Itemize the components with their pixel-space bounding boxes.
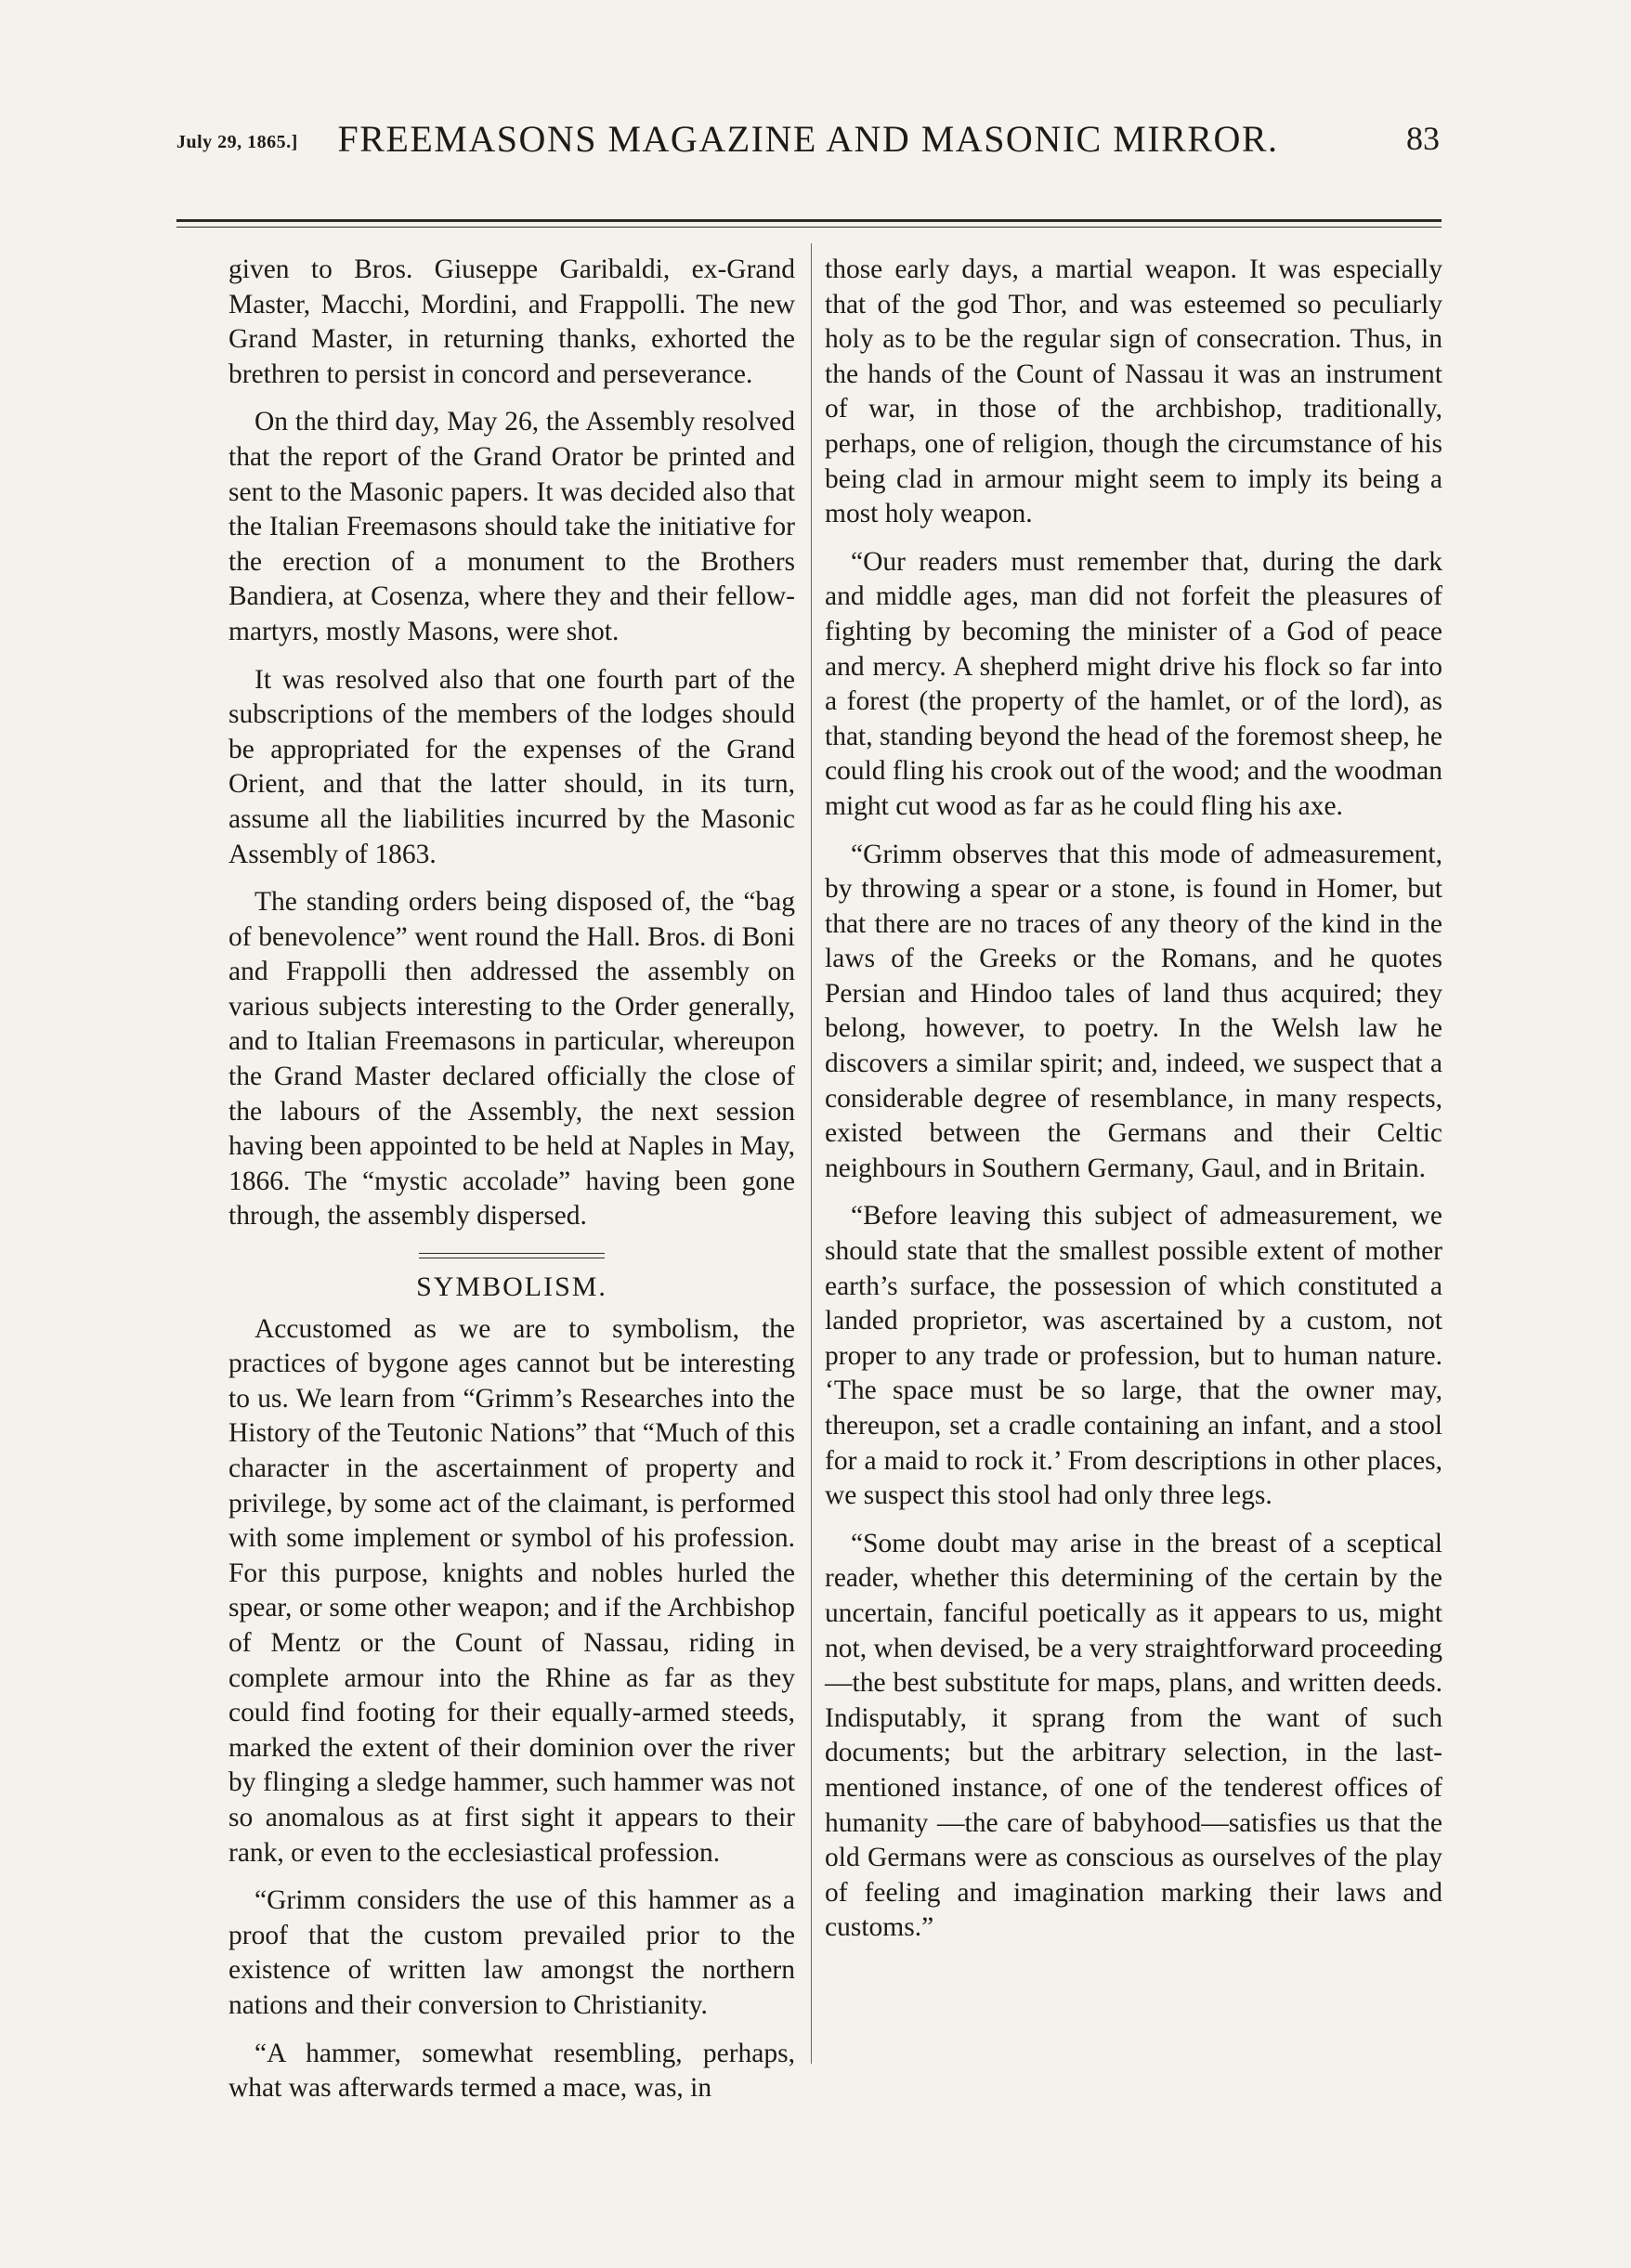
section-title: SYMBOLISM. [416, 1271, 607, 1303]
paragraph: “A hammer, somewhat resembling, perhaps, what was afterwards termed a mace, was, in [228, 2038, 795, 2104]
paragraph: On the third day, May 26, the Assembly resolved that the report of the Grand Orator be printed and sent to the Masonic papers. It was decided also that the Italian Freemasons should take the initiative for the erection of a monument to the Brothers Bandiera, at Cosenza, where they and their fellow-martyrs, mostly Masons, were shot. [228, 407, 795, 646]
paragraph: “Grimm observes that this mode of admeasurement, by throwing a spear or a stone, is found in Homer, but that there are no traces of any theory of the kind in the laws of the Greeks or the Romans, and he quotes Persian and Hindoo tales of land thus acquired; they belong, however, to poetry. In the Welsh law he discovers a similar spirit; and, indeed, we suspect that a considerable degree of resemblance, in many respects, existed between the Germans and their Celtic neighbours in Southern Germany, Gaul, and in Britain. [825, 839, 1442, 1183]
paragraph: “Grimm considers the use of this hammer as a proof that the custom prevailed prior to the existence of written law amongst the northern nations and their conversion to Christianity. [228, 1885, 795, 2020]
page-number: 83 [1406, 120, 1440, 157]
paragraph: It was resolved also that one fourth part of the subscriptions of the members of the lodges should be appropriated for the expenses of the Grand Orient, and that the latter should, in its turn, assume all the liabilities incurred by the Masonic Assembly of 1863. [228, 664, 795, 869]
issue-date: July 29, 1865.] [176, 132, 298, 152]
right-column [825, 253, 1442, 1959]
paragraph: those early days, a martial weapon. It was especially that of the god Thor, and was esteemed so peculiarly holy as to be the regular sign of consecration. Thus, in the hands of the Count of Nassau it was an instrument of war, in those of the archbishop, traditionally, perhaps, one of religion, though the circumstance of his being clad in armour might seem to imply its being a most holy weapon. [825, 254, 1442, 529]
paragraph: The standing orders being disposed of, the “bag of benevolence” went round the Hall. Bros. di Boni and Frappolli then addressed the assembly on various subjects interesting to the Order generally, and to Italian Freemasons in particular, whereupon the Grand Master declared officially the close of the labours of the Assembly, the next session having been appointed to be held at Naples in May, 1866. The “mystic accolade” having been gone through, the assembly dispersed. [228, 887, 795, 1232]
paragraph: “Some doubt may arise in the breast of a sceptical reader, whether this determining of the certain by the uncertain, fanciful poetically as it appears to us, might not, when devised, be a very straightforward proceeding—the best substitute for maps, plans, and written deeds. Indisputably, it sprang from the want of such documents; but the arbitrary selection, in the last-mentioned instance, of one of the tenderest offices of humanity —the care of babyhood—satisfies us that the old Germans were as conscious as ourselves of the play of feeling and imagination marking their laws and customs.” [825, 1528, 1442, 1943]
page-header [176, 110, 1440, 175]
header-rule-thick [176, 219, 1442, 222]
paragraph: “Our readers must remember that, during the dark and middle ages, man did not forfeit the pleasures of fighting by becoming the minister of a God of peace and mercy. A shepherd might drive his flock so far into a forest (the property of the hamlet, or of the lord), as that, standing beyond the head of the foremost sheep, he could fling his crook out of the wood; and the woodman might cut wood as far as he could fling his axe. [825, 546, 1442, 821]
paragraph: “Before leaving this subject of admeasurement, we should state that the smallest possible extent of mother earth’s surface, the possession of which constituted a landed proprietor, was ascertained by a custom, not proper to any trade or profession, but to human nature. ‘The space must be so large, that the owner may, thereupon, set a cradle containing an infant, and a stool for a maid to rock it.’ From descriptions in other places, we suspect this stool had only three legs. [825, 1201, 1442, 1511]
left-column [228, 253, 795, 2119]
paragraph: Accustomed as we are to symbolism, the practices of bygone ages cannot but be interesting to us. We learn from “Grimm’s Researches into the History of the Teutonic Nations” that “Much of this character in the ascertainment of property and privilege, by some act of the claimant, is performed with some implement or symbol of his profession. For this purpose, knights and nobles hurled the spear, or some other weapon; and if the Archbishop of Mentz or the Count of Nassau, riding in complete armour into the Rhine as far as they could find footing for their equally-armed steeds, marked the extent of their dominion over the river by flinging a sledge hammer, such hammer was not so anomalous as at first sight it appears to their rank, or even to the ecclesiastical profession. [228, 1313, 795, 1868]
section-separator [419, 1253, 605, 1258]
header-rule-thin [176, 227, 1442, 228]
magazine-title: FREEMASONS MAGAZINE AND MASONIC MIRROR. [337, 118, 1279, 160]
paragraph: given to Bros. Giuseppe Garibaldi, ex-Grand Master, Macchi, Mordini, and Frappolli. The new Grand Master, in returning thanks, exhorted the brethren to persist in concord and perseverance. [228, 254, 795, 389]
column-divider [811, 243, 812, 2064]
